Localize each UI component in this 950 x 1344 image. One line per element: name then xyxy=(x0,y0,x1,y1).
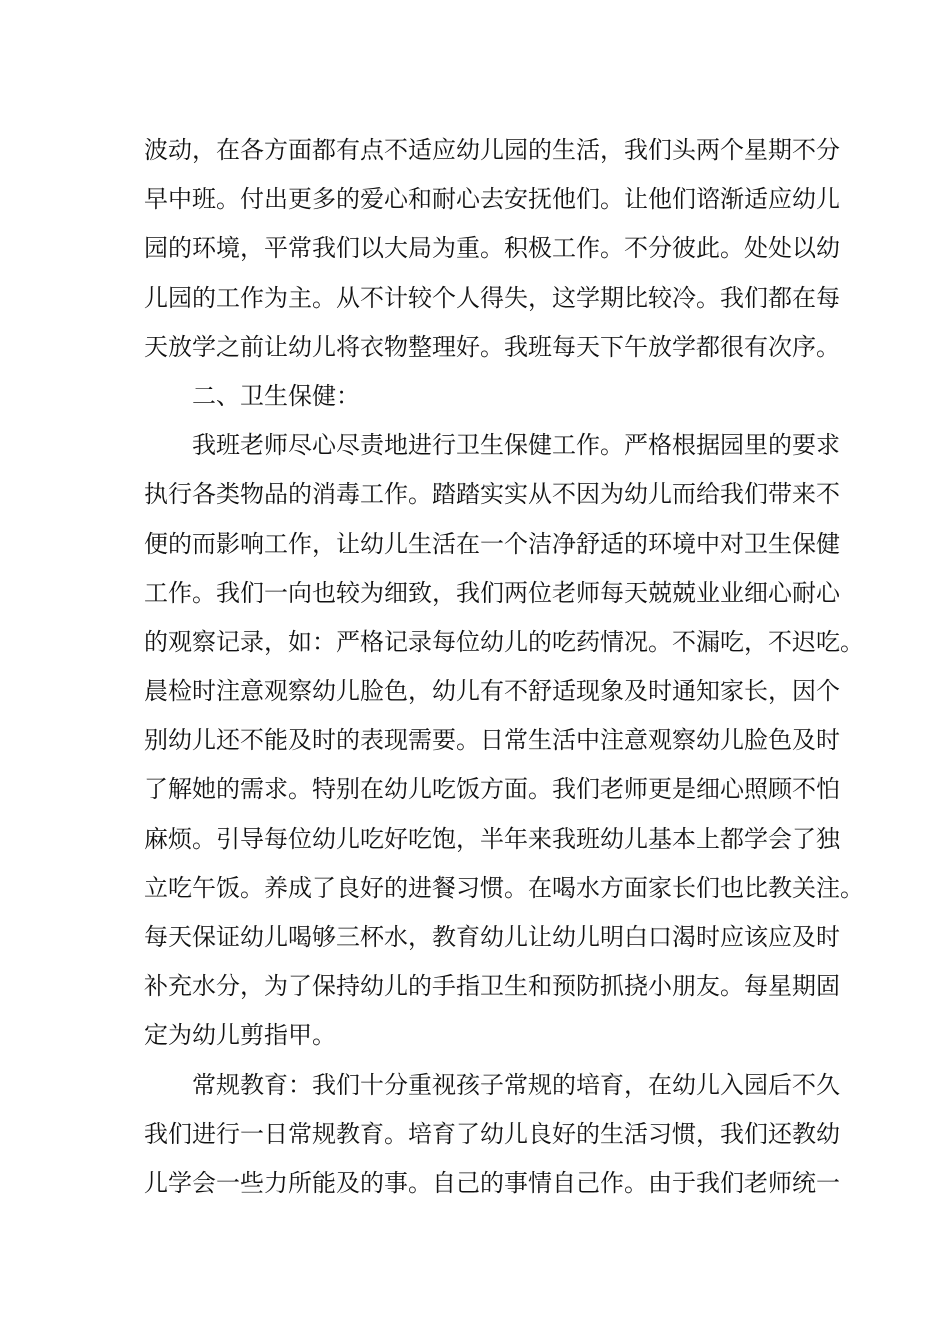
text-line: 执行各类物品的消毒工作。踏踏实实从不因为幼儿而给我们带来不 xyxy=(144,480,840,509)
text-line: 我班老师尽心尽责地进行卫生保健工作。严格根据园里的要求 xyxy=(192,431,840,460)
text-line: 的观察记录，如：严格记录每位幼儿的吃药情况。不漏吃，不迟吃。 xyxy=(144,627,864,656)
text-line: 麻烦。引导每位幼儿吃好吃饱，半年来我班幼儿基本上都学会了独 xyxy=(144,824,840,853)
text-line: 常规教育：我们十分重视孩子常规的培育，在幼儿入园后不久 xyxy=(192,1070,840,1099)
text-line: 补充水分，为了保持幼儿的手指卫生和预防抓挠小朋友。每星期固 xyxy=(144,972,840,1001)
text-line: 早中班。付出更多的爱心和耐心去安抚他们。让他们谘渐适应幼儿 xyxy=(144,185,840,214)
text-line: 每天保证幼儿喝够三杯水，教育幼儿让幼儿明白口渴时应该应及时 xyxy=(144,923,840,951)
text-line: 定为幼儿剪指甲。 xyxy=(144,1021,336,1050)
text-line: 儿学会一些力所能及的事。自己的事情自己作。由于我们老师统一 xyxy=(144,1168,840,1197)
body-text xyxy=(144,126,864,1208)
text-line: 便的而影响工作，让幼儿生活在一个洁净舒适的环境中对卫生保健 xyxy=(144,529,840,558)
text-line: 我们进行一日常规教育。培育了幼儿良好的生活习惯，我们还教幼 xyxy=(144,1119,840,1148)
text-line: 园的环境，平常我们以大局为重。积极工作。不分彼此。处处以幼 xyxy=(144,234,840,263)
text-line: 波动，在各方面都有点不适应幼儿园的生活，我们头两个星期不分 xyxy=(144,136,840,164)
text-line: 别幼儿还不能及时的表现需要。日常生活中注意观察幼儿脸色及时 xyxy=(144,726,840,755)
text-line: 儿园的工作为主。从不计较个人得失，这学期比较冷。我们都在每 xyxy=(144,283,840,312)
text-line: 天放学之前让幼儿将衣物整理好。我班每天下午放学都很有次序。 xyxy=(144,332,840,361)
text-line: 二、卫生保健： xyxy=(192,381,360,410)
text-line: 了解她的需求。特别在幼儿吃饭方面。我们老师更是细心照顾不怕 xyxy=(144,775,840,804)
text-line: 立吃午饭。养成了良好的进餐习惯。在喝水方面家长们也比教关注。 xyxy=(144,873,864,902)
text-line: 工作。我们一向也较为细致，我们两位老师每天兢兢业业细心耐心 xyxy=(144,578,840,607)
text-line: 晨检时注意观察幼儿脸色，幼儿有不舒适现象及时通知家长，因个 xyxy=(144,677,840,706)
